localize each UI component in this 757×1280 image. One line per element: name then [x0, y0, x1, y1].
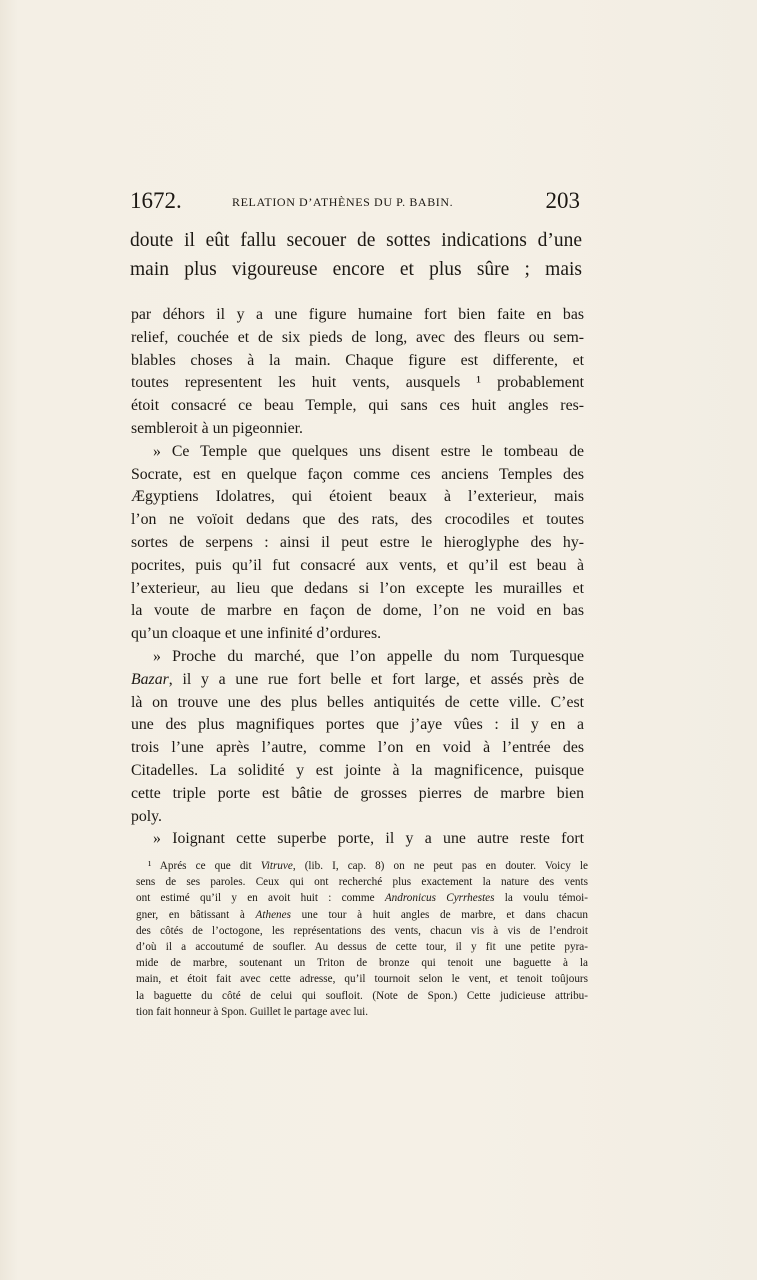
header-year: 1672.	[130, 188, 182, 213]
text-line: doute il eût fallu secouer de sottes indications d’une	[130, 230, 582, 251]
footnote-line: sens de ses paroles. Ceux qui ont recherché plus exactement la nature des vents	[136, 876, 588, 889]
text-line: sortes de serpens : ainsi il peut estre le hieroglyphe des hy-	[131, 533, 584, 551]
text-line: » Proche du marché, que l’on appelle du nom Turquesque	[153, 647, 584, 665]
running-header	[130, 188, 580, 218]
text-line: cette triple porte est bâtie de grosses pierres de marbre bien	[131, 784, 584, 802]
italic-name: Athenes	[255, 908, 291, 921]
text-line: Bazar, il y a une rue fort belle et fort large, et assés près de	[131, 670, 584, 688]
text-line: Ægyptiens Idolatres, qui étoient beaux à l’exterieur, mais	[131, 488, 584, 506]
footnote-line: mide de marbre, soutenant un Triton de bronze qui tenoit une baguette à la	[136, 957, 588, 970]
footnote-line: d’où il a accoutumé de soufler. Au dessus de cette tour, il y fit une petite pyra-	[136, 940, 588, 953]
text-line: trois l’une après l’autre, comme l’on en void à l’entrée des	[131, 739, 584, 757]
text-line: poly.	[131, 807, 163, 825]
text-line: étoit consacré ce beau Temple, qui sans ces huit angles res-	[131, 397, 584, 415]
footnote-line: ¹ Aprés ce que dit Vitruve, (lib. I, cap. 8) on ne peut pas en douter. Voicy le	[148, 860, 588, 872]
footnote-line: main, et étoit fait avec cette adresse, qu’il tournoit selon le vent, et tenoit toûjours	[136, 973, 588, 986]
footnote-line: tion fait honneur à Spon. Guillet le partage avec lui.	[136, 1005, 369, 1018]
footnote-line: des côtés de l’octogone, les représentations des vents, chacun vis à vis de l’endroit	[136, 924, 588, 937]
text-line: qu’un cloaque et une infinité d’ordures.	[131, 625, 382, 643]
footnote-line: gner, en bâtissant à Athenes une tour à huit angles de marbre, et dans chacun	[136, 908, 588, 921]
text-line: l’exterieur, au lieu que dedans si l’on excepte les murailles et	[131, 579, 584, 597]
text-line: Citadelles. La solidité y est jointe à la magnificence, puisque	[131, 761, 584, 779]
text-line: Socrate, est en quelque façon comme ces anciens Temples des	[131, 465, 584, 483]
italic-name: Bazar	[131, 670, 169, 688]
footnote-line: la baguette du côté de celui qui soufloit. (Note de Spon.) Cette judicieuse attribu-	[136, 989, 588, 1002]
text-line: blables choses à la main. Chaque figure est differente, et	[131, 351, 584, 369]
text-line: là on trouve une des plus belles antiquités de cette ville. C’est	[131, 693, 584, 711]
text-line: une des plus magnifiques portes que j’aye vûes : il y en a	[131, 716, 584, 734]
text-line: pocrites, puis qu’il fut consacré aux vents, et qu’il est beau à	[131, 556, 584, 574]
text-line: relief, couchée et de six pieds de long, avec des fleurs ou sem-	[131, 328, 584, 346]
text-line: toutes representent les huit vents, ausquels ¹ probablement	[131, 374, 584, 392]
text-line: la voute de marbre en façon de dome, l’on ne void en bas	[131, 602, 584, 620]
text-line: l’on ne voïoit dedans que des rats, des crocodiles et toutes	[131, 511, 584, 529]
text-line: » Ce Temple que quelques uns disent estre le tombeau de	[153, 442, 584, 460]
italic-name: Andronicus Cyrrhestes	[384, 892, 495, 905]
running-title: RELATION D’ATHÈNES DU P. BABIN.	[232, 195, 454, 209]
footnote	[136, 858, 588, 1020]
text-line: » Ioignant cette superbe porte, il y a une autre reste fort	[153, 830, 584, 848]
intro-paragraph	[130, 226, 582, 284]
quoted-text	[131, 304, 584, 851]
italic-name: Vitruve	[260, 860, 293, 872]
text-line: main plus vigoureuse encore et plus sûre ; mais	[130, 259, 582, 280]
page-number: 203	[545, 188, 580, 213]
text-line: par déhors il y a une figure humaine fort bien faite en bas	[131, 306, 584, 323]
text-line: sembleroit à un pigeonnier.	[131, 419, 303, 437]
footnote-line: ont estimé qu’il y en avoit huit : comme Andronicus Cyrrhestes la voulu témoi-	[136, 892, 588, 905]
